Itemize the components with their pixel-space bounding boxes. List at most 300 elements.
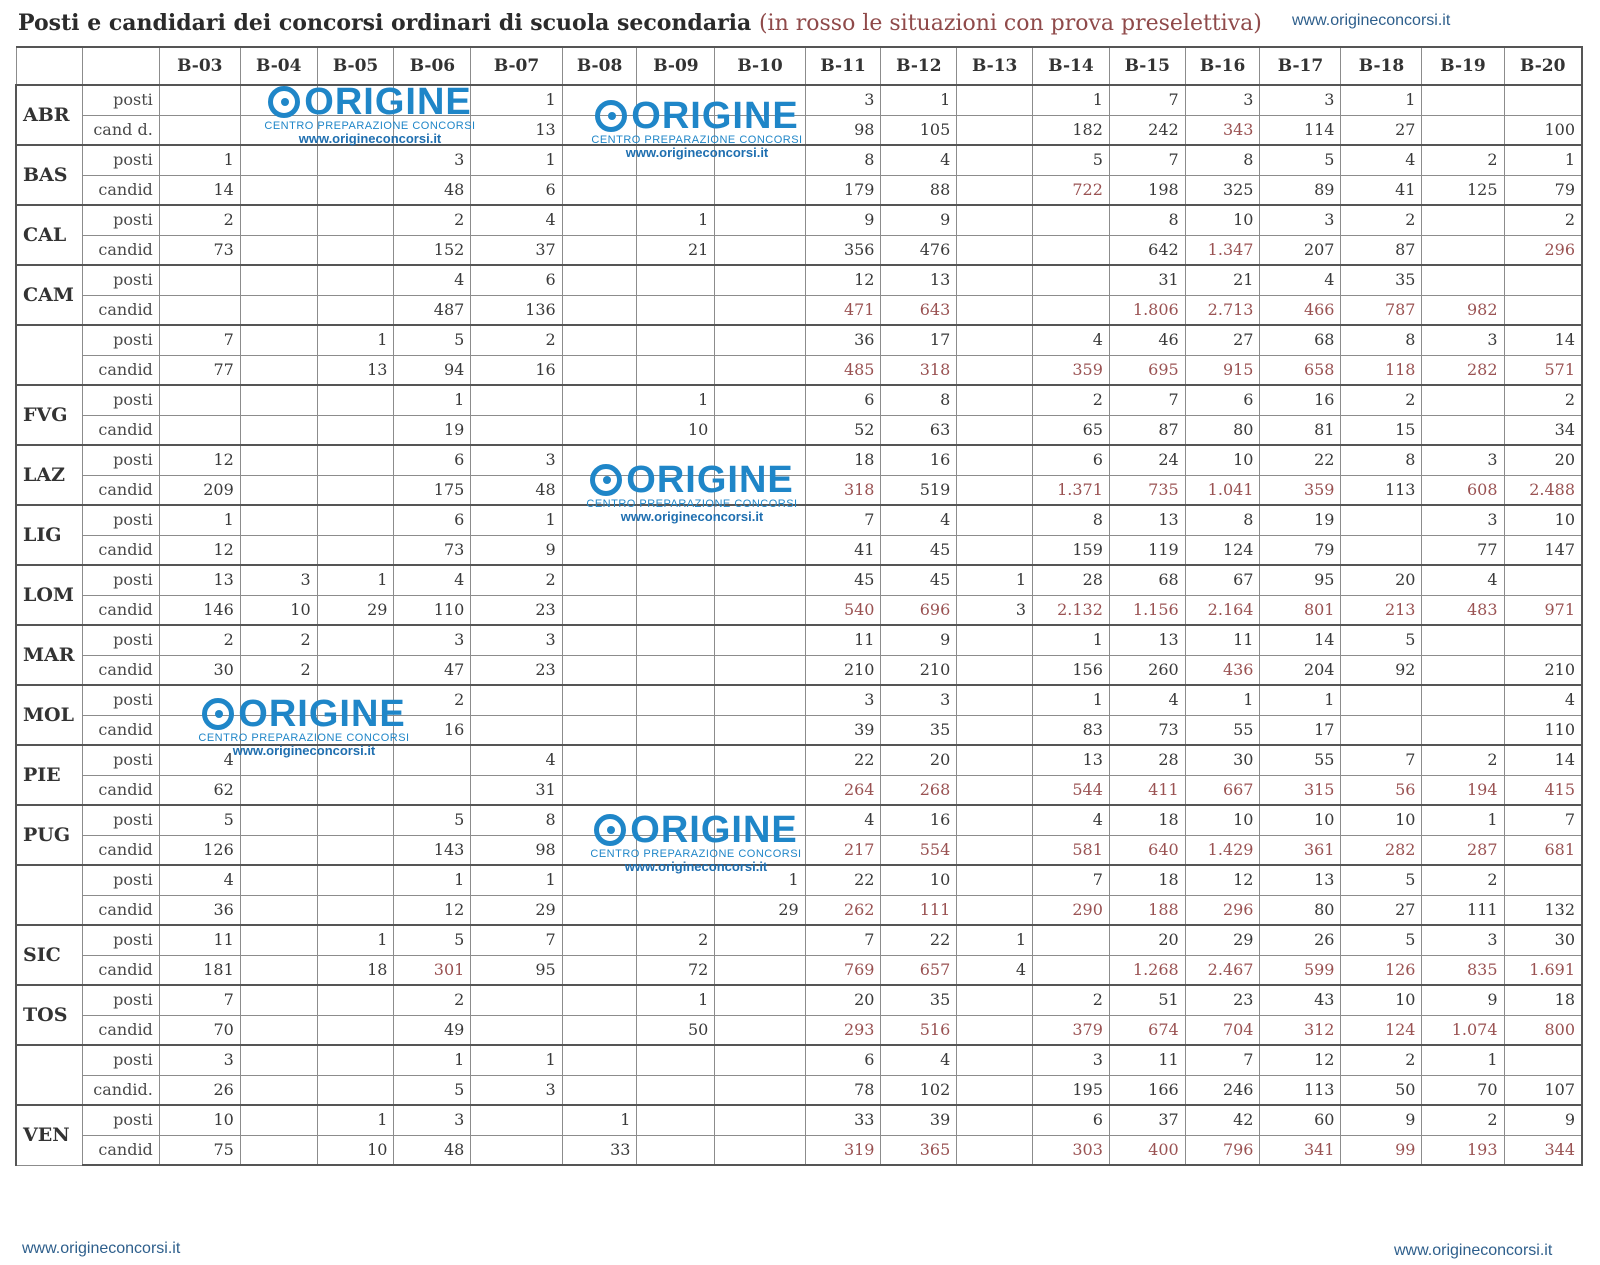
data-cell xyxy=(715,1105,805,1135)
data-cell xyxy=(317,895,394,925)
data-cell: 1.041 xyxy=(1185,475,1260,505)
data-table xyxy=(15,46,1583,1166)
data-cell: 111 xyxy=(1422,895,1504,925)
data-cell: 487 xyxy=(394,295,471,325)
data-cell xyxy=(562,325,637,355)
data-cell: 365 xyxy=(881,1135,957,1165)
data-cell: 35 xyxy=(881,985,957,1015)
table-row xyxy=(16,535,1582,565)
data-cell: 301 xyxy=(394,955,471,985)
data-cell: 471 xyxy=(805,295,881,325)
data-cell: 147 xyxy=(1504,535,1582,565)
data-cell xyxy=(637,265,715,295)
column-header-b-19: B-19 xyxy=(1422,47,1504,85)
data-cell: 48 xyxy=(471,475,562,505)
data-cell xyxy=(317,505,394,535)
data-cell: 39 xyxy=(805,715,881,745)
data-cell: 3 xyxy=(471,1075,562,1105)
data-cell: 1 xyxy=(562,1105,637,1135)
data-cell xyxy=(957,1105,1033,1135)
data-cell xyxy=(562,955,637,985)
data-cell xyxy=(957,145,1033,175)
data-cell: 4 xyxy=(805,805,881,835)
data-cell xyxy=(957,775,1033,805)
data-cell: 98 xyxy=(471,835,562,865)
data-cell: 1.371 xyxy=(1033,475,1110,505)
data-cell xyxy=(1341,685,1422,715)
data-cell: 1 xyxy=(1422,1045,1504,1075)
data-cell: 70 xyxy=(159,1015,240,1045)
data-cell xyxy=(240,1015,317,1045)
data-cell: 12 xyxy=(1260,1045,1341,1075)
data-cell: 119 xyxy=(1109,535,1185,565)
data-cell: 20 xyxy=(1504,445,1582,475)
data-cell: 11 xyxy=(1109,1045,1185,1075)
data-cell xyxy=(471,1135,562,1165)
corner-cell xyxy=(82,47,159,85)
data-cell: 31 xyxy=(1109,265,1185,295)
data-cell: 6 xyxy=(805,385,881,415)
data-cell xyxy=(1422,655,1504,685)
data-cell: 16 xyxy=(1260,385,1341,415)
data-cell xyxy=(240,925,317,955)
data-cell: 4 xyxy=(159,745,240,775)
data-cell xyxy=(1422,685,1504,715)
data-cell xyxy=(637,595,715,625)
data-cell: 2.467 xyxy=(1185,955,1260,985)
site-link-bottom-left[interactable]: www.origineconcorsi.it xyxy=(22,1240,181,1257)
data-cell: 915 xyxy=(1185,355,1260,385)
data-cell: 27 xyxy=(1341,895,1422,925)
data-cell: 6 xyxy=(1033,445,1110,475)
data-cell xyxy=(562,925,637,955)
region-label: LAZ xyxy=(16,445,82,505)
data-cell xyxy=(562,235,637,265)
data-cell: 7 xyxy=(805,925,881,955)
region-label: FVG xyxy=(16,385,82,445)
data-cell: 4 xyxy=(471,205,562,235)
data-cell: 113 xyxy=(1260,1075,1341,1105)
data-cell xyxy=(562,895,637,925)
data-cell: 35 xyxy=(1341,265,1422,295)
data-cell: 9 xyxy=(881,625,957,655)
data-cell: 1.156 xyxy=(1109,595,1185,625)
data-cell: 341 xyxy=(1260,1135,1341,1165)
data-cell: 114 xyxy=(1260,115,1341,145)
data-cell xyxy=(1422,385,1504,415)
watermark-url: www.origineconcorsi.it xyxy=(625,145,769,160)
data-cell xyxy=(562,205,637,235)
data-cell: 210 xyxy=(1504,655,1582,685)
data-cell: 1 xyxy=(637,385,715,415)
data-cell xyxy=(715,955,805,985)
watermark-url: www.origineconcorsi.it xyxy=(624,859,768,874)
watermark-tagline: CENTRO PREPARAZIONE CONCORSI xyxy=(198,732,410,744)
data-cell: 800 xyxy=(1504,1015,1582,1045)
data-cell xyxy=(562,535,637,565)
data-cell xyxy=(317,385,394,415)
row-type-label: posti xyxy=(82,265,159,295)
data-cell xyxy=(1504,565,1582,595)
data-cell: 30 xyxy=(159,655,240,685)
data-cell: 8 xyxy=(471,805,562,835)
data-cell: 50 xyxy=(1341,1075,1422,1105)
data-cell xyxy=(562,595,637,625)
data-cell xyxy=(1422,115,1504,145)
data-cell: 43 xyxy=(1260,985,1341,1015)
data-cell: 359 xyxy=(1260,475,1341,505)
data-cell: 242 xyxy=(1109,115,1185,145)
data-cell: 11 xyxy=(1185,625,1260,655)
data-cell: 2 xyxy=(471,325,562,355)
data-cell: 100 xyxy=(1504,115,1582,145)
data-cell: 77 xyxy=(1422,535,1504,565)
data-cell: 4 xyxy=(1422,565,1504,595)
data-cell: 27 xyxy=(1185,325,1260,355)
data-cell: 1 xyxy=(471,1045,562,1075)
data-cell xyxy=(240,205,317,235)
data-cell: 5 xyxy=(394,325,471,355)
data-cell: 544 xyxy=(1033,775,1110,805)
data-cell xyxy=(240,295,317,325)
data-cell xyxy=(1422,715,1504,745)
data-cell xyxy=(715,355,805,385)
data-cell: 1 xyxy=(317,925,394,955)
data-cell: 835 xyxy=(1422,955,1504,985)
data-cell: 735 xyxy=(1109,475,1185,505)
data-cell: 1 xyxy=(1185,685,1260,715)
data-cell xyxy=(715,205,805,235)
data-cell: 1 xyxy=(394,1045,471,1075)
data-cell: 56 xyxy=(1341,775,1422,805)
data-cell: 4 xyxy=(471,745,562,775)
column-header-b-17: B-17 xyxy=(1260,47,1341,85)
data-cell xyxy=(240,175,317,205)
table-row xyxy=(16,1135,1582,1165)
data-cell: 7 xyxy=(159,985,240,1015)
data-cell: 45 xyxy=(805,565,881,595)
data-cell: 296 xyxy=(1185,895,1260,925)
data-cell: 36 xyxy=(159,895,240,925)
data-cell: 146 xyxy=(159,595,240,625)
data-cell: 6 xyxy=(471,265,562,295)
data-cell: 2.713 xyxy=(1185,295,1260,325)
data-cell: 1.074 xyxy=(1422,1015,1504,1045)
data-cell: 87 xyxy=(1109,415,1185,445)
data-cell xyxy=(715,1075,805,1105)
table-row xyxy=(16,565,1582,595)
region-label: ABR xyxy=(16,85,82,145)
data-cell: 4 xyxy=(1033,805,1110,835)
data-cell xyxy=(240,145,317,175)
origine-logo-icon xyxy=(595,100,627,132)
data-cell: 3 xyxy=(471,445,562,475)
data-cell: 7 xyxy=(805,505,881,535)
data-cell: 18 xyxy=(317,955,394,985)
data-cell: 22 xyxy=(1260,445,1341,475)
watermark-logo xyxy=(182,693,426,758)
data-cell xyxy=(317,1015,394,1045)
data-cell: 1 xyxy=(471,865,562,895)
data-cell: 24 xyxy=(1109,445,1185,475)
data-cell: 519 xyxy=(881,475,957,505)
data-cell: 415 xyxy=(1504,775,1582,805)
region-label: VEN xyxy=(16,1105,82,1165)
data-cell: 102 xyxy=(881,1075,957,1105)
data-cell: 10 xyxy=(881,865,957,895)
data-cell: 581 xyxy=(1033,835,1110,865)
origine-logo-icon xyxy=(590,464,622,496)
data-cell: 14 xyxy=(1504,745,1582,775)
data-cell: 1 xyxy=(637,985,715,1015)
data-cell: 68 xyxy=(1109,565,1185,595)
data-cell: 26 xyxy=(1260,925,1341,955)
data-cell: 1.268 xyxy=(1109,955,1185,985)
watermark-logo xyxy=(248,81,492,146)
data-cell xyxy=(317,265,394,295)
data-cell: 12 xyxy=(1185,865,1260,895)
site-link-top[interactable]: www.origineconcorsi.it xyxy=(1292,12,1451,29)
column-header-b-08: B-08 xyxy=(562,47,637,85)
data-cell: 18 xyxy=(805,445,881,475)
row-type-label: posti xyxy=(82,445,159,475)
data-cell: 83 xyxy=(1033,715,1110,745)
data-cell xyxy=(471,685,562,715)
data-cell xyxy=(957,1045,1033,1075)
data-cell: 17 xyxy=(881,325,957,355)
data-cell: 68 xyxy=(1260,325,1341,355)
data-cell xyxy=(637,535,715,565)
data-cell: 2.488 xyxy=(1504,475,1582,505)
data-cell: 10 xyxy=(1185,805,1260,835)
data-cell: 18 xyxy=(1109,865,1185,895)
data-cell: 198 xyxy=(1109,175,1185,205)
data-cell xyxy=(715,175,805,205)
data-cell xyxy=(957,475,1033,505)
data-cell: 1 xyxy=(881,85,957,115)
data-cell: 29 xyxy=(471,895,562,925)
data-cell: 152 xyxy=(394,235,471,265)
data-cell: 2 xyxy=(637,925,715,955)
data-cell: 1 xyxy=(715,865,805,895)
data-cell: 88 xyxy=(881,175,957,205)
data-cell: 4 xyxy=(1033,325,1110,355)
row-type-label: posti xyxy=(82,385,159,415)
data-cell: 15 xyxy=(1341,415,1422,445)
data-cell: 268 xyxy=(881,775,957,805)
data-cell xyxy=(1504,295,1582,325)
title-main: Posti e candidari dei concorsi ordinari di scuola secondaria xyxy=(18,10,752,36)
data-cell: 124 xyxy=(1185,535,1260,565)
data-cell: 13 xyxy=(881,265,957,295)
data-cell: 318 xyxy=(881,355,957,385)
watermark-logo xyxy=(574,809,818,874)
row-type-label: posti xyxy=(82,85,159,115)
data-cell: 11 xyxy=(805,625,881,655)
data-cell: 312 xyxy=(1260,1015,1341,1045)
data-cell: 35 xyxy=(881,715,957,745)
data-cell: 1 xyxy=(1033,625,1110,655)
table-row xyxy=(16,355,1582,385)
watermark-brand: ORIGINE xyxy=(626,459,794,501)
data-cell xyxy=(240,385,317,415)
data-cell: 10 xyxy=(1185,205,1260,235)
data-cell: 12 xyxy=(805,265,881,295)
row-type-label: posti xyxy=(82,685,159,715)
site-link-bottom-right[interactable]: www.origineconcorsi.it xyxy=(1394,1242,1553,1259)
region-label: MAR xyxy=(16,625,82,685)
data-cell xyxy=(240,895,317,925)
row-type-label: candid xyxy=(82,475,159,505)
data-cell: 3 xyxy=(1260,85,1341,115)
data-cell xyxy=(715,775,805,805)
data-cell: 156 xyxy=(1033,655,1110,685)
data-cell: 1 xyxy=(1341,85,1422,115)
data-cell: 70 xyxy=(1422,1075,1504,1105)
data-cell xyxy=(317,1075,394,1105)
row-type-label: candid xyxy=(82,175,159,205)
table-row xyxy=(16,1075,1582,1105)
region-label: CAL xyxy=(16,205,82,265)
data-cell xyxy=(637,355,715,385)
data-cell: 210 xyxy=(881,655,957,685)
data-cell: 1 xyxy=(159,505,240,535)
data-cell: 4 xyxy=(1504,685,1582,715)
data-cell xyxy=(562,655,637,685)
row-type-label: candid xyxy=(82,775,159,805)
data-cell xyxy=(317,205,394,235)
table-row xyxy=(16,775,1582,805)
data-cell: 78 xyxy=(805,1075,881,1105)
data-cell: 159 xyxy=(1033,535,1110,565)
data-cell xyxy=(240,1075,317,1105)
data-cell xyxy=(715,925,805,955)
data-cell: 7 xyxy=(159,325,240,355)
row-type-label: posti xyxy=(82,745,159,775)
data-cell: 356 xyxy=(805,235,881,265)
region-label: SIC xyxy=(16,925,82,985)
data-cell: 9 xyxy=(1422,985,1504,1015)
data-cell: 5 xyxy=(1033,145,1110,175)
row-type-label: posti xyxy=(82,985,159,1015)
table-row xyxy=(16,1045,1582,1075)
data-cell: 29 xyxy=(317,595,394,625)
data-cell: 3 xyxy=(1260,205,1341,235)
data-cell: 33 xyxy=(562,1135,637,1165)
data-cell: 28 xyxy=(1033,565,1110,595)
data-cell xyxy=(471,415,562,445)
watermark-tagline: CENTRO PREPARAZIONE CONCORSI xyxy=(591,134,803,146)
data-cell: 80 xyxy=(1260,895,1341,925)
data-cell: 12 xyxy=(394,895,471,925)
data-cell: 13 xyxy=(1033,745,1110,775)
data-cell: 36 xyxy=(805,325,881,355)
data-cell xyxy=(637,655,715,685)
data-cell xyxy=(715,1015,805,1045)
data-cell: 643 xyxy=(881,295,957,325)
data-cell: 175 xyxy=(394,475,471,505)
data-cell: 4 xyxy=(957,955,1033,985)
data-cell xyxy=(957,625,1033,655)
data-cell: 7 xyxy=(1341,745,1422,775)
data-cell: 72 xyxy=(637,955,715,985)
data-cell: 125 xyxy=(1422,175,1504,205)
data-cell: 3 xyxy=(805,685,881,715)
table-row xyxy=(16,205,1582,235)
data-cell xyxy=(562,685,637,715)
data-cell: 359 xyxy=(1033,355,1110,385)
data-cell: 42 xyxy=(1185,1105,1260,1135)
data-cell: 287 xyxy=(1422,835,1504,865)
data-cell xyxy=(957,205,1033,235)
data-cell: 2 xyxy=(1422,865,1504,895)
watermark-url: www.origineconcorsi.it xyxy=(620,509,764,524)
row-type-label: candid xyxy=(82,355,159,385)
data-cell: 111 xyxy=(881,895,957,925)
data-cell: 7 xyxy=(1109,145,1185,175)
data-cell: 45 xyxy=(881,535,957,565)
region-label: BAS xyxy=(16,145,82,205)
data-cell xyxy=(1033,925,1110,955)
data-cell: 23 xyxy=(1185,985,1260,1015)
page-title xyxy=(18,10,1262,36)
data-cell xyxy=(957,505,1033,535)
data-cell xyxy=(240,805,317,835)
table-row xyxy=(16,625,1582,655)
row-type-label: candid xyxy=(82,715,159,745)
region-label: MOL xyxy=(16,685,82,745)
row-type-label: posti xyxy=(82,145,159,175)
data-cell: 2 xyxy=(159,625,240,655)
data-cell xyxy=(1033,265,1110,295)
data-cell xyxy=(957,415,1033,445)
data-cell: 5 xyxy=(394,925,471,955)
data-cell xyxy=(240,325,317,355)
data-cell: 87 xyxy=(1341,235,1422,265)
data-cell: 3 xyxy=(1422,505,1504,535)
data-cell xyxy=(957,535,1033,565)
data-cell: 188 xyxy=(1109,895,1185,925)
data-cell: 21 xyxy=(1185,265,1260,295)
region-label: PUG xyxy=(16,805,82,865)
data-cell xyxy=(317,985,394,1015)
data-cell xyxy=(240,535,317,565)
data-cell: 5 xyxy=(394,805,471,835)
data-cell xyxy=(637,745,715,775)
data-cell: 1 xyxy=(957,565,1033,595)
data-cell: 2 xyxy=(394,685,471,715)
data-cell: 49 xyxy=(394,1015,471,1045)
data-cell: 704 xyxy=(1185,1015,1260,1045)
data-cell xyxy=(562,745,637,775)
data-cell: 4 xyxy=(1109,685,1185,715)
watermark-tagline: CENTRO PREPARAZIONE CONCORSI xyxy=(590,848,802,860)
data-cell: 3 xyxy=(881,685,957,715)
data-cell: 2 xyxy=(394,985,471,1015)
data-cell: 12 xyxy=(159,445,240,475)
data-cell: 1 xyxy=(317,325,394,355)
row-type-label: posti xyxy=(82,205,159,235)
data-cell: 483 xyxy=(1422,595,1504,625)
data-cell: 7 xyxy=(1109,85,1185,115)
watermark-brand: ORIGINE xyxy=(238,693,406,735)
table-row xyxy=(16,925,1582,955)
data-cell: 2 xyxy=(1422,1105,1504,1135)
row-type-label: candid xyxy=(82,1015,159,1045)
data-cell: 8 xyxy=(1033,505,1110,535)
region-label xyxy=(16,1045,82,1105)
table-row xyxy=(16,175,1582,205)
